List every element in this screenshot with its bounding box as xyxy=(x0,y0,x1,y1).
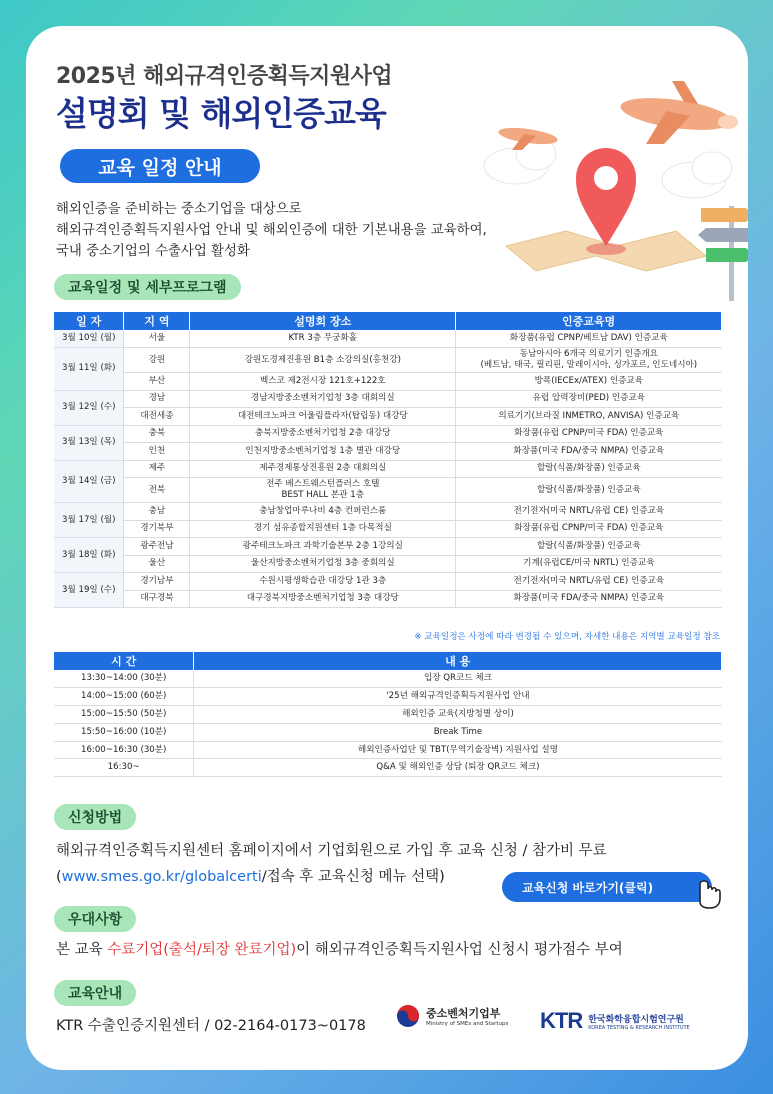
cell-place-text: 벡스코 제2전시장 121호+122호 xyxy=(259,375,386,386)
cell-place xyxy=(190,348,456,373)
cell-place-text: 대구경북지방중소벤처기업청 3층 대강당 xyxy=(246,593,399,604)
cell-date: 3월 10일 (월) xyxy=(54,330,124,348)
table-row xyxy=(54,741,722,759)
cell-place xyxy=(190,443,456,461)
cell-course xyxy=(456,590,722,608)
cell-region xyxy=(124,425,190,443)
cell-course xyxy=(456,538,722,556)
ktr-logo xyxy=(540,1008,690,1034)
cell-region-text: 대구경북 xyxy=(140,593,174,604)
cell-region xyxy=(124,555,190,573)
intro-text xyxy=(56,199,487,262)
cell-course-text: 기계(유럽CE/미국 NRTL) 인증교육 xyxy=(523,558,655,569)
col-header-region: 지 역 xyxy=(124,312,190,330)
intro-line: 해외규격인증획득지원사업 안내 및 해외인증에 대한 기본내용을 교육하여, xyxy=(56,223,487,238)
pill-schedule-program: 교육일정 및 세부프로그램 xyxy=(54,274,241,300)
cell-time: 15:00~15:50 (50분) xyxy=(54,706,194,724)
cell-region-text: 경기북부 xyxy=(140,523,174,534)
cell-region xyxy=(124,348,190,373)
intro-line: 국내 중소기업의 수출사업 활성화 xyxy=(56,244,250,259)
cell-course xyxy=(456,425,722,443)
cell-course xyxy=(456,573,722,591)
cell-content: 해외인증 교육(지방청별 상이) xyxy=(194,706,722,724)
cell-region-text: 경남 xyxy=(148,393,166,404)
table-row xyxy=(54,520,722,538)
cell-time: 16:30~ xyxy=(54,759,194,777)
cell-place-text: 충남창업마루나비 4층 컨퍼런스룸 xyxy=(259,505,387,516)
cell-place xyxy=(190,573,456,591)
cell-region xyxy=(124,408,190,426)
cell-region-text: 경기남부 xyxy=(140,575,174,586)
ktr-mark: KTR xyxy=(540,1008,583,1033)
cell-course-text: 전기전자(미국 NRTL/유럽 CE) 인증교육 xyxy=(513,505,665,516)
cell-course-text: 할랄(식품/화장품) 인증교육 xyxy=(537,463,641,474)
cell-place xyxy=(190,590,456,608)
cell-time: 13:30~14:00 (30분) xyxy=(54,670,194,688)
cell-course-text: 화장품(유럽 CPNP/미국 FDA) 인증교육 xyxy=(514,428,664,439)
benefit-pre: 본 교육 xyxy=(56,942,108,958)
cell-region-text: 광주전남 xyxy=(140,540,174,551)
cell-region-text: 충북 xyxy=(148,428,166,439)
table-row xyxy=(54,443,722,461)
table-row xyxy=(54,390,722,408)
signpost-icon xyxy=(698,206,748,301)
cell-place-text: 수원시평생학습관 대강당 1관 3층 xyxy=(259,575,387,586)
table-row xyxy=(54,670,722,688)
cell-course xyxy=(456,443,722,461)
cell-place xyxy=(190,460,456,478)
cell-course xyxy=(456,555,722,573)
cell-place-text: 제주경제통상진흥원 2층 대회의실 xyxy=(259,463,387,474)
cell-region-text: 전북 xyxy=(148,484,166,495)
benefit-text xyxy=(56,938,623,959)
col-header-place: 설명회 장소 xyxy=(190,312,456,330)
cell-time: 14:00~15:00 (60분) xyxy=(54,688,194,706)
table-row xyxy=(54,688,722,706)
table-row xyxy=(54,723,722,741)
cell-region-text: 울산 xyxy=(148,558,166,569)
cell-region xyxy=(124,330,190,348)
cell-place-text: KTR 3층 무궁화홀 xyxy=(288,333,358,343)
intro-line: 해외인증을 준비하는 중소기업을 대상으로 xyxy=(56,202,302,217)
cell-place xyxy=(190,373,456,391)
table-row xyxy=(54,460,722,478)
pill-contact: 교육안내 xyxy=(54,980,136,1006)
cell-content: 입장 QR코드 체크 xyxy=(194,670,722,688)
poster-card xyxy=(26,26,748,1070)
table-row xyxy=(54,503,722,521)
cell-place-text: 강원도경제진흥원 B1층 소강의실(홍천강) xyxy=(244,354,401,365)
mss-name-en: Ministry of SMEs and Startups xyxy=(426,1021,509,1027)
apply-line2-rest: /접속 후 교육신청 메뉴 선택) xyxy=(261,869,445,885)
cell-region-text: 대전세종 xyxy=(140,410,174,421)
cell-place xyxy=(190,555,456,573)
cell-date: 3월 18일 (화) xyxy=(54,538,124,573)
cell-course-text: 화장품(유럽 CPNP/미국 FDA) 인증교육 xyxy=(514,523,664,534)
table-row xyxy=(54,425,722,443)
apply-paren: ( xyxy=(56,869,62,885)
cell-course-text: 할랄(식품/화장품) 인증교육 xyxy=(537,484,641,495)
cell-place xyxy=(190,478,456,503)
cell-region xyxy=(124,503,190,521)
section-pill-schedule: 교육 일정 안내 xyxy=(60,149,260,183)
cell-region xyxy=(124,590,190,608)
cell-place xyxy=(190,390,456,408)
table-row xyxy=(54,330,722,348)
cell-place-text: 경남지방중소벤처기업청 3층 대회의실 xyxy=(250,393,395,404)
event-title: 설명회 및 해외인증교육 xyxy=(56,94,386,133)
table-row xyxy=(54,348,722,373)
homepage-link[interactable]: www.smes.go.kr/globalcerti xyxy=(61,869,262,885)
cell-course xyxy=(456,390,722,408)
cell-place-text: 울산지방중소벤처기업청 3층 중회의실 xyxy=(250,558,395,569)
cell-date: 3월 17일 (월) xyxy=(54,503,124,538)
mss-logo xyxy=(396,1004,508,1028)
table-row xyxy=(54,538,722,556)
cell-region xyxy=(124,520,190,538)
cell-region xyxy=(124,478,190,503)
cell-course-text: 유럽 압력장비(PED) 인증교육 xyxy=(532,393,646,404)
contact-text: KTR 수출인증지원센터 / 02-2164-0173~0178 xyxy=(56,1018,366,1034)
cell-course xyxy=(456,373,722,391)
cell-place xyxy=(190,503,456,521)
mss-name-ko: 중소벤처기업부 xyxy=(426,1007,501,1020)
table-row xyxy=(54,555,722,573)
apply-shortcut-button[interactable] xyxy=(502,872,712,902)
pill-benefit: 우대사항 xyxy=(54,906,136,932)
cell-region xyxy=(124,573,190,591)
cell-place-text: 대전테크노파크 어울림플라자(탑립동) 대강당 xyxy=(237,410,408,421)
cell-content: Q&A 및 해외인증 상담 (퇴장 QR코드 체크) xyxy=(194,759,722,777)
timetable xyxy=(54,652,722,777)
cell-course-text: 화장품(유럽 CPNP/베트남 DAV) 인증교육 xyxy=(509,333,668,343)
benefit-highlight: 수료기업(출석/퇴장 완료기업) xyxy=(107,942,297,958)
cell-region xyxy=(124,373,190,391)
cell-region-text: 부산 xyxy=(148,375,166,386)
ktr-name-en: KOREA TESTING & RESEARCH INSTITUTE xyxy=(588,1024,690,1031)
cell-place-text: 충북지방중소벤처기업청 2층 대강당 xyxy=(255,428,391,439)
cell-course-text: 의료기기(브라질 INMETRO, ANVISA) 인증교육 xyxy=(498,410,680,421)
cell-time: 15:50~16:00 (10분) xyxy=(54,723,194,741)
cell-place-text: 광주테크노파크 과학기술본부 2층 1강의실 xyxy=(242,540,403,551)
cell-course-text: 화장품(미국 FDA/중국 NMPA) 인증교육 xyxy=(513,593,665,604)
pill-apply: 신청방법 xyxy=(54,804,136,830)
cell-date: 3월 19일 (수) xyxy=(54,573,124,608)
table-header-row xyxy=(54,312,722,330)
cell-place xyxy=(190,408,456,426)
cell-region-text: 서울 xyxy=(148,333,166,343)
cell-region-text: 강원 xyxy=(148,354,166,365)
cell-course xyxy=(456,478,722,503)
cell-course-text: 할랄(식품/화장품) 인증교육 xyxy=(537,540,641,551)
cell-course xyxy=(456,460,722,478)
cell-place-text: 전주 베스트웨스턴플러스 호텔 xyxy=(266,479,380,489)
cell-region xyxy=(124,390,190,408)
apply-line1: 해외규격인증획득지원센터 홈페이지에서 기업회원으로 가입 후 교육 신청 / 참가비 무료 xyxy=(56,843,607,859)
cell-region xyxy=(124,443,190,461)
col-header-content: 내 용 xyxy=(194,652,722,670)
cell-region xyxy=(124,460,190,478)
cell-place xyxy=(190,520,456,538)
airplane-icon xyxy=(619,81,738,144)
cell-content: Break Time xyxy=(194,723,722,741)
cell-date: 3월 12일 (수) xyxy=(54,390,124,425)
benefit-post: 이 해외규격인증획득지원사업 신청시 평가점수 부여 xyxy=(296,942,623,958)
apply-button-label: 교육신청 바로가기(클릭) xyxy=(522,880,654,895)
table-row xyxy=(54,706,722,724)
cell-course-text: 화장품(미국 FDA/중국 NMPA) 인증교육 xyxy=(513,445,665,456)
cell-course xyxy=(456,408,722,426)
table-row xyxy=(54,478,722,503)
cell-region-text: 충남 xyxy=(148,505,166,516)
cell-course xyxy=(456,503,722,521)
cell-course-text: 동남아시아 6개국 의료기기 인증개요 xyxy=(519,349,658,359)
schedule-table xyxy=(54,312,722,608)
cell-region-text: 인천 xyxy=(148,445,166,456)
cell-time: 16:00~16:30 (30분) xyxy=(54,741,194,759)
cell-course xyxy=(456,330,722,348)
cell-content: 해외인증사업단 및 TBT(무역기술장벽) 지원사업 설명 xyxy=(194,741,722,759)
cell-place xyxy=(190,425,456,443)
cell-course-text: 전기전자(미국 NRTL/유럽 CE) 인증교육 xyxy=(513,575,665,586)
cell-content: '25년 해외규격인증획득지원사업 안내 xyxy=(194,688,722,706)
cell-course xyxy=(456,520,722,538)
cell-place-text: 경기 섬유종합지원센터 1층 다목적실 xyxy=(253,523,392,534)
taegeuk-icon xyxy=(396,1004,420,1028)
col-header-time: 시 간 xyxy=(54,652,194,670)
cell-course-text: 방폭(IECEx/ATEX) 인증교육 xyxy=(534,375,644,386)
table-row xyxy=(54,573,722,591)
table-row xyxy=(54,408,722,426)
cell-date: 3월 13일 (목) xyxy=(54,425,124,460)
cell-date: 3월 14일 (금) xyxy=(54,460,124,503)
table-row xyxy=(54,590,722,608)
table-row xyxy=(54,759,722,777)
event-subtitle: 2025년 해외규격인증획득지원사업 xyxy=(56,64,393,89)
cell-course xyxy=(456,348,722,373)
cell-place-text-2: BEST HALL 본관 1층 xyxy=(281,490,365,500)
col-header-date: 일 자 xyxy=(54,312,124,330)
cell-region xyxy=(124,538,190,556)
table-header-row xyxy=(54,652,722,670)
schedule-note: ※ 교육일정은 사정에 따라 변경될 수 있으며, 자세한 내용은 지역별 교육일정 참조 xyxy=(414,632,720,642)
table-row xyxy=(54,373,722,391)
travel-illustration xyxy=(466,56,748,316)
cell-course-text-2: (베트남, 태국, 필리핀, 말레이시아, 싱가포르, 인도네시아) xyxy=(480,360,698,370)
cell-date: 3월 11일 (화) xyxy=(54,348,124,391)
cell-region-text: 제주 xyxy=(148,463,166,474)
cell-place-text: 인천지방중소벤처기업청 1층 별관 대강당 xyxy=(245,445,401,456)
cell-place xyxy=(190,538,456,556)
ktr-name-ko: 한국화학융합시험연구원 xyxy=(588,1014,684,1025)
col-header-course: 인증교육명 xyxy=(456,312,722,330)
hand-pointer-icon xyxy=(684,868,726,910)
cell-place xyxy=(190,330,456,348)
